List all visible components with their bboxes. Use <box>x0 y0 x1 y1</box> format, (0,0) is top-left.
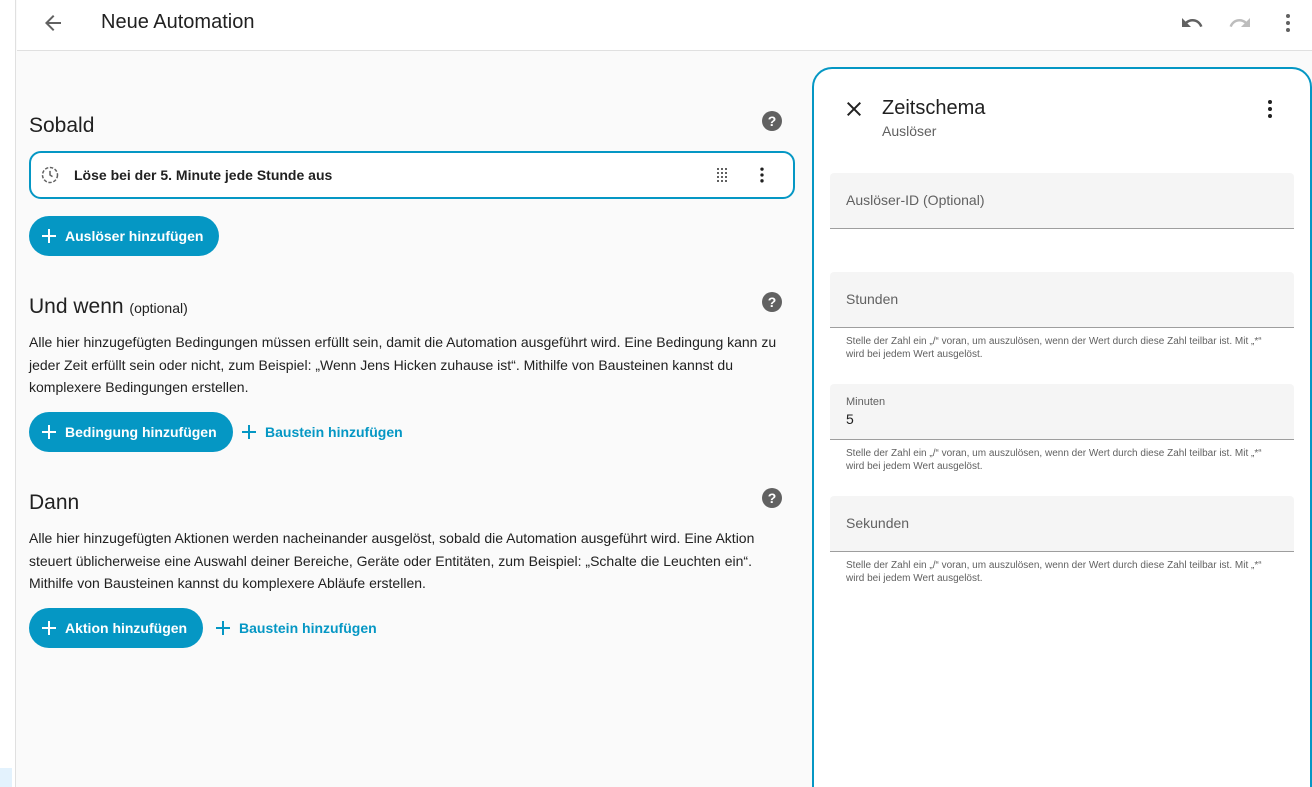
add-action-block-button[interactable] <box>215 608 377 648</box>
dots-vertical-icon <box>1258 97 1282 121</box>
plus-icon <box>41 424 57 440</box>
help-icon[interactable] <box>760 109 784 133</box>
trigger-id-label: Auslöser-ID (Optional) <box>846 192 985 208</box>
undo-button[interactable] <box>1172 3 1212 43</box>
panel-title: Zeitschema <box>882 97 986 119</box>
close-button[interactable] <box>834 89 874 129</box>
minutes-field[interactable] <box>830 384 1294 440</box>
close-icon <box>842 97 866 121</box>
minutes-label: Minuten <box>846 396 886 408</box>
conditions-description: Alle hier hinzugefügten Bedingungen müssen erfüllt sein, damit die Automation ausgeführt wird. Eine Bedingung kann zu jeder Zeit erfüllt sein oder nicht, zum Beispiel: „Wenn Jens Hicken zuhause ist“. Mithilfe von Bausteinen kannst du komplexere Bedingungen erstellen. <box>29 334 777 395</box>
add-action-button[interactable] <box>29 608 203 648</box>
add-action-block-label: Baustein hinzufügen <box>239 620 377 636</box>
dots-vertical-icon <box>1276 11 1300 35</box>
seconds-helper: Stelle der Zahl ein „/“ voran, um auszulösen, wenn der Wert durch diese Zahl teilbar ist. Mit „*“ wird bei jedem Wert ausgelöst. <box>846 560 1262 584</box>
undo-icon <box>1180 11 1204 35</box>
redo-icon <box>1228 11 1252 35</box>
back-button[interactable] <box>33 3 73 43</box>
minutes-value: 5 <box>846 411 854 427</box>
svg-text:?: ? <box>767 113 777 129</box>
svg-text:?: ? <box>767 294 777 310</box>
trigger-item-label: Löse bei der 5. Minute jede Stunde aus <box>74 167 333 183</box>
panel-menu-button[interactable] <box>1250 89 1290 129</box>
trigger-id-field[interactable] <box>830 173 1294 229</box>
drag-handle-icon[interactable] <box>712 165 732 185</box>
plus-icon <box>215 620 231 636</box>
hours-label: Stunden <box>846 291 899 307</box>
top-app-bar <box>17 0 1312 51</box>
svg-text:?: ? <box>767 490 777 506</box>
seconds-field[interactable] <box>830 496 1294 552</box>
plus-icon <box>41 620 57 636</box>
hours-field[interactable] <box>830 272 1294 328</box>
page-title: Neue Automation <box>101 11 255 33</box>
optional-label: (optional) <box>129 300 188 316</box>
trigger-editor-panel <box>812 67 1312 787</box>
conditions-title-text: Und wenn <box>29 295 124 318</box>
trigger-item[interactable] <box>29 151 795 199</box>
arrow-left-icon <box>41 11 65 35</box>
add-condition-label: Bedingung hinzufügen <box>65 424 217 440</box>
automation-editor <box>17 51 807 787</box>
add-condition-block-button[interactable] <box>241 412 403 452</box>
dots-vertical-icon[interactable] <box>752 165 772 185</box>
add-action-label: Aktion hinzufügen <box>65 620 188 636</box>
actions-title: Dann <box>29 491 80 514</box>
add-trigger-label: Auslöser hinzufügen <box>65 228 204 244</box>
redo-button[interactable] <box>1220 3 1260 43</box>
help-icon[interactable] <box>760 290 784 314</box>
menu-button[interactable] <box>1268 3 1308 43</box>
plus-icon <box>41 228 57 244</box>
panel-subtitle: Auslöser <box>882 123 937 139</box>
minutes-helper: Stelle der Zahl ein „/“ voran, um auszulösen, wenn der Wert durch diese Zahl teilbar ist. Mit „*“ wird bei jedem Wert ausgelöst. <box>846 448 1262 472</box>
add-trigger-button[interactable] <box>29 216 219 256</box>
triggers-title: Sobald <box>29 114 95 137</box>
plus-icon <box>241 424 257 440</box>
help-icon[interactable] <box>760 486 784 510</box>
seconds-label: Sekunden <box>846 515 910 531</box>
timer-outline-icon <box>40 165 60 185</box>
add-condition-button[interactable] <box>29 412 233 452</box>
left-rail <box>0 0 16 787</box>
hours-helper: Stelle der Zahl ein „/“ voran, um auszulösen, wenn der Wert durch diese Zahl teilbar ist. Mit „*“ wird bei jedem Wert ausgelöst. <box>846 336 1262 360</box>
actions-description: Alle hier hinzugefügten Aktionen werden nacheinander ausgelöst, sobald die Automation ausgeführt wird. Eine Aktion steuert üblicherweise eine Auswahl deiner Bereiche, Geräte oder Entitäten, zum Beispiel: „Schalte die Leuchten ein“. Mithilfe von Bausteinen kannst du komplexere Abläufe erstellen. <box>29 530 755 591</box>
conditions-title <box>29 295 188 319</box>
add-condition-block-label: Baustein hinzufügen <box>265 424 403 440</box>
rail-marker <box>0 768 12 787</box>
